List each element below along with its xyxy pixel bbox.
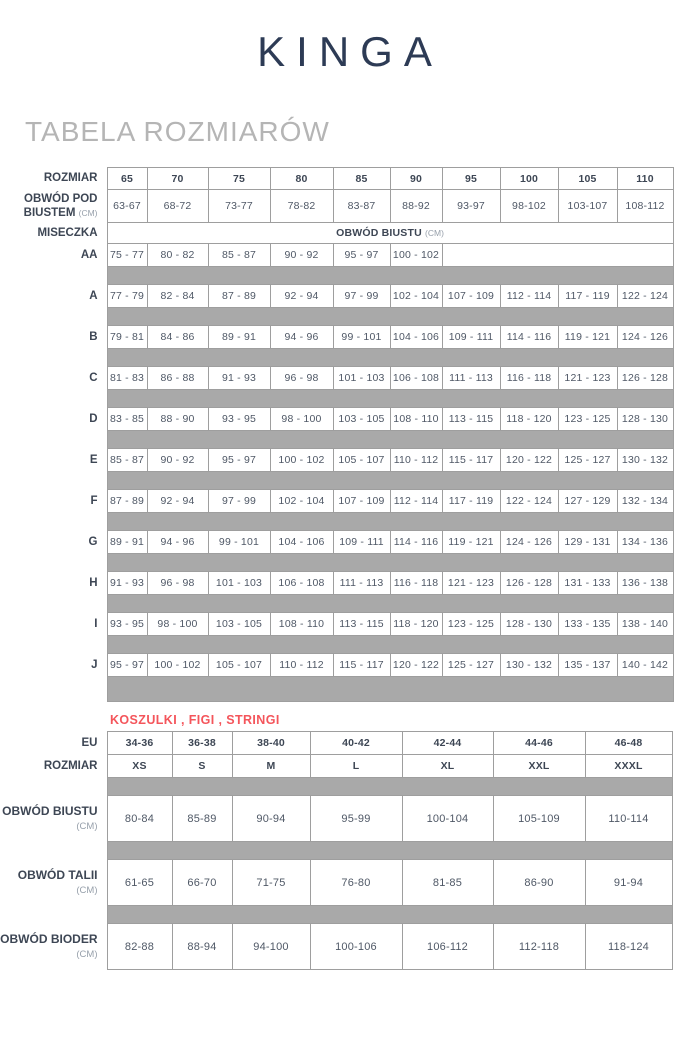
bust-range-cell: 108 - 110 (270, 613, 333, 636)
waist-range-cell: 61-65 (107, 860, 172, 906)
bust-range-cell: 134 - 136 (617, 531, 673, 554)
cup-row-label: F (0, 490, 107, 513)
bust-range-cell: 90-94 (232, 796, 310, 842)
bust-range-cell: 122 - 124 (617, 285, 673, 308)
bust-range-cell: 130 - 132 (500, 654, 558, 677)
garments-heading: KOSZULKI , FIGI , STRINGI (110, 713, 280, 727)
underbust-range-cell: 98-102 (500, 190, 558, 223)
separator-spacer (0, 906, 107, 924)
intl-size-cell: XS (107, 755, 172, 778)
bust-range-cell: 77 - 79 (107, 285, 147, 308)
bust-range-cell: 114 - 116 (390, 531, 442, 554)
bust-range-cell: 136 - 138 (617, 572, 673, 595)
underbust-range-cell: 93-97 (442, 190, 500, 223)
bust-range-cell: 119 - 121 (442, 531, 500, 554)
separator-band (107, 677, 673, 702)
eu-size-cell: 42-44 (402, 732, 493, 755)
bust-range-cell: 97 - 99 (333, 285, 390, 308)
size-header-cell: 100 (500, 168, 558, 190)
bust-range-cell: 90 - 92 (270, 244, 333, 267)
bust-range-cell: 105 - 107 (208, 654, 270, 677)
underbust-range-cell: 68-72 (147, 190, 208, 223)
size-header-cell: 85 (333, 168, 390, 190)
bust-range-cell: 108 - 110 (390, 408, 442, 431)
separator-band (107, 349, 673, 367)
waist-range-cell: 66-70 (172, 860, 232, 906)
separator-band (107, 513, 673, 531)
row-label-miseczka: MISECZKA (0, 223, 107, 244)
bust-range-cell: 120 - 122 (500, 449, 558, 472)
bust-range-cell: 125 - 127 (442, 654, 500, 677)
bust-range-cell: 126 - 128 (617, 367, 673, 390)
bust-range-cell: 133 - 135 (558, 613, 617, 636)
bust-range-cell: 89 - 91 (208, 326, 270, 349)
size-header-cell: 65 (107, 168, 147, 190)
bust-range-cell: 85 - 87 (208, 244, 270, 267)
bust-range-cell: 114 - 116 (500, 326, 558, 349)
cup-row-label: B (0, 326, 107, 349)
bust-circumference-header-text: OBWÓD BIUSTU (336, 227, 422, 239)
bust-range-cell: 113 - 115 (333, 613, 390, 636)
bust-range-cell: 112 - 114 (500, 285, 558, 308)
bust-range-cell: 88 - 90 (147, 408, 208, 431)
row-label-rozmiar: ROZMIAR (0, 168, 107, 190)
row-label-underbust-unit: (CM) (78, 208, 98, 218)
intl-size-cell: M (232, 755, 310, 778)
row-label-bust (0, 796, 107, 842)
row-label-underbust-line2: BIUSTEM (23, 207, 76, 219)
size-header-cell: 105 (558, 168, 617, 190)
bust-range-cell: 111 - 113 (333, 572, 390, 595)
hips-range-cell: 112-118 (493, 924, 585, 970)
bust-range-cell: 103 - 105 (333, 408, 390, 431)
cup-row-label: H (0, 572, 107, 595)
bust-range-cell: 117 - 119 (442, 490, 500, 513)
row-label-waist-unit: (CM) (76, 885, 98, 897)
size-header-cell: 90 (390, 168, 442, 190)
separator-spacer (0, 349, 107, 367)
bust-range-cell: 124 - 126 (500, 531, 558, 554)
row-label-hips-text: OBWÓD BIODER (0, 932, 98, 947)
bust-range-cell: 89 - 91 (107, 531, 147, 554)
underbust-range-cell: 103-107 (558, 190, 617, 223)
hips-range-cell: 82-88 (107, 924, 172, 970)
separator-spacer (0, 513, 107, 531)
eu-size-cell: 46-48 (585, 732, 672, 755)
waist-range-cell: 71-75 (232, 860, 310, 906)
bust-range-cell: 94 - 96 (147, 531, 208, 554)
hips-range-cell: 118-124 (585, 924, 672, 970)
bust-range-cell: 79 - 81 (107, 326, 147, 349)
bust-range-cell: 80-84 (107, 796, 172, 842)
bust-range-cell: 140 - 142 (617, 654, 673, 677)
bust-range-cell: 86 - 88 (147, 367, 208, 390)
cup-row-label: I (0, 613, 107, 636)
bust-range-cell: 115 - 117 (442, 449, 500, 472)
intl-size-cell: XXXL (585, 755, 672, 778)
separator-band (107, 431, 673, 449)
hips-range-cell: 100-106 (310, 924, 402, 970)
bust-range-cell: 100 - 102 (147, 654, 208, 677)
bust-range-cell: 93 - 95 (107, 613, 147, 636)
bust-range-cell: 107 - 109 (442, 285, 500, 308)
bust-range-cell: 95-99 (310, 796, 402, 842)
bust-range-cell: 106 - 108 (390, 367, 442, 390)
separator-spacer (0, 636, 107, 654)
bust-range-cell: 123 - 125 (442, 613, 500, 636)
separator-spacer (0, 595, 107, 613)
eu-size-cell: 40-42 (310, 732, 402, 755)
waist-range-cell: 81-85 (402, 860, 493, 906)
bust-range-cell: 120 - 122 (390, 654, 442, 677)
bust-range-cell: 96 - 98 (147, 572, 208, 595)
bust-range-cell: 118 - 120 (390, 613, 442, 636)
bust-range-cell: 75 - 77 (107, 244, 147, 267)
bust-range-cell: 99 - 101 (333, 326, 390, 349)
cup-row-label: D (0, 408, 107, 431)
separator-band (107, 842, 672, 860)
cup-row-label: E (0, 449, 107, 472)
bust-range-cell: 98 - 100 (270, 408, 333, 431)
bust-range-cell: 110 - 112 (390, 449, 442, 472)
garment-size-table-body (0, 732, 672, 970)
bust-range-cell: 116 - 118 (500, 367, 558, 390)
separator-band (107, 636, 673, 654)
bust-range-cell: 138 - 140 (617, 613, 673, 636)
separator-band (107, 267, 673, 285)
separator-spacer (0, 778, 107, 796)
bust-range-cell: 110-114 (585, 796, 672, 842)
bust-range-cell: 84 - 86 (147, 326, 208, 349)
bust-range-cell: 97 - 99 (208, 490, 270, 513)
bust-range-cell: 85 - 87 (107, 449, 147, 472)
bust-range-cell: 101 - 103 (333, 367, 390, 390)
bust-range-cell: 95 - 97 (107, 654, 147, 677)
row-label-underbust-line1: OBWÓD POD (24, 192, 98, 205)
separator-band (107, 906, 672, 924)
underbust-range-cell: 63-67 (107, 190, 147, 223)
bust-range-cell: 87 - 89 (107, 490, 147, 513)
bust-range-cell: 129 - 131 (558, 531, 617, 554)
size-header-cell: 75 (208, 168, 270, 190)
bust-range-cell: 125 - 127 (558, 449, 617, 472)
separator-band (107, 778, 672, 796)
bust-range-cell: 131 - 133 (558, 572, 617, 595)
row-label-bust-text: OBWÓD BIUSTU (2, 804, 98, 819)
cup-row-label: C (0, 367, 107, 390)
separator-spacer (0, 390, 107, 408)
row-label-eu: EU (0, 732, 107, 755)
row-label-underbust (0, 190, 107, 223)
bust-range-cell: 109 - 111 (442, 326, 500, 349)
bust-range-cell: 119 - 121 (558, 326, 617, 349)
bust-range-cell: 122 - 124 (500, 490, 558, 513)
bust-range-cell: 117 - 119 (558, 285, 617, 308)
row-label-waist (0, 860, 107, 906)
separator-band (107, 472, 673, 490)
bust-range-cell: 130 - 132 (617, 449, 673, 472)
bust-range-cell: 121 - 123 (442, 572, 500, 595)
eu-size-cell: 38-40 (232, 732, 310, 755)
bust-range-cell: 128 - 130 (617, 408, 673, 431)
bust-range-cell: 121 - 123 (558, 367, 617, 390)
brand-logo: KINGA (257, 28, 443, 75)
bust-range-cell: 132 - 134 (617, 490, 673, 513)
bust-range-cell: 118 - 120 (500, 408, 558, 431)
bust-range-cell: 104 - 106 (270, 531, 333, 554)
waist-range-cell: 91-94 (585, 860, 672, 906)
cup-row-label: G (0, 531, 107, 554)
bust-range-cell: 98 - 100 (147, 613, 208, 636)
bust-range-cell: 91 - 93 (107, 572, 147, 595)
bust-range-cell: 109 - 111 (333, 531, 390, 554)
bust-range-cell: 105-109 (493, 796, 585, 842)
bust-range-cell: 123 - 125 (558, 408, 617, 431)
bust-range-cell: 107 - 109 (333, 490, 390, 513)
hips-range-cell: 88-94 (172, 924, 232, 970)
garment-size-table (0, 731, 673, 970)
separator-spacer (0, 842, 107, 860)
eu-size-cell: 34-36 (107, 732, 172, 755)
separator-band (107, 390, 673, 408)
bust-range-cell: 95 - 97 (333, 244, 390, 267)
bust-range-cell: 126 - 128 (500, 572, 558, 595)
underbust-range-cell: 78-82 (270, 190, 333, 223)
bust-range-cell: 94 - 96 (270, 326, 333, 349)
row-label-hips (0, 924, 107, 970)
cup-row-label: J (0, 654, 107, 677)
bust-range-cell: 100-104 (402, 796, 493, 842)
eu-size-cell: 36-38 (172, 732, 232, 755)
bust-range-cell: 90 - 92 (147, 449, 208, 472)
separator-spacer (0, 472, 107, 490)
underbust-range-cell: 83-87 (333, 190, 390, 223)
bust-range-cell: 91 - 93 (208, 367, 270, 390)
bust-range-cell: 96 - 98 (270, 367, 333, 390)
intl-size-cell: XL (402, 755, 493, 778)
bust-circumference-header (107, 223, 673, 244)
waist-range-cell: 86-90 (493, 860, 585, 906)
row-label-hips-unit: (CM) (76, 949, 98, 961)
bust-range-cell: 95 - 97 (208, 449, 270, 472)
bust-range-cell: 102 - 104 (390, 285, 442, 308)
separator-band (107, 595, 673, 613)
intl-size-cell: L (310, 755, 402, 778)
row-label-size: ROZMIAR (0, 755, 107, 778)
separator-spacer (0, 267, 107, 285)
bust-range-cell: 92 - 94 (147, 490, 208, 513)
separator-spacer (0, 554, 107, 572)
bust-range-cell: 81 - 83 (107, 367, 147, 390)
bust-range-cell: 93 - 95 (208, 408, 270, 431)
bust-range-cell: 85-89 (172, 796, 232, 842)
bust-range-cell: 100 - 102 (270, 449, 333, 472)
bust-range-cell: 124 - 126 (617, 326, 673, 349)
bust-range-cell: 87 - 89 (208, 285, 270, 308)
size-header-cell: 70 (147, 168, 208, 190)
bust-range-cell: 92 - 94 (270, 285, 333, 308)
bust-range-cell: 104 - 106 (390, 326, 442, 349)
bust-range-cell: 115 - 117 (333, 654, 390, 677)
bust-range-cell: 127 - 129 (558, 490, 617, 513)
size-header-cell: 110 (617, 168, 673, 190)
hips-range-cell: 94-100 (232, 924, 310, 970)
underbust-range-cell: 73-77 (208, 190, 270, 223)
waist-range-cell: 76-80 (310, 860, 402, 906)
bust-circumference-header-unit: (CM) (425, 228, 444, 238)
bust-range-cell: 82 - 84 (147, 285, 208, 308)
separator-spacer (0, 308, 107, 326)
intl-size-cell: XXL (493, 755, 585, 778)
bust-range-cell: 116 - 118 (390, 572, 442, 595)
separator-band (107, 308, 673, 326)
bust-range-cell: 135 - 137 (558, 654, 617, 677)
eu-size-cell: 44-46 (493, 732, 585, 755)
bust-range-cell: 112 - 114 (390, 490, 442, 513)
bust-range-cell: 101 - 103 (208, 572, 270, 595)
bust-range-cell: 103 - 105 (208, 613, 270, 636)
separator-spacer (0, 431, 107, 449)
size-header-cell: 80 (270, 168, 333, 190)
bust-range-cell: 99 - 101 (208, 531, 270, 554)
row-label-bust-unit: (CM) (76, 821, 98, 833)
row-label-waist-text: OBWÓD TALII (17, 868, 98, 883)
page-title: TABELA ROZMIARÓW (25, 116, 330, 147)
bust-range-cell: 83 - 85 (107, 408, 147, 431)
underbust-range-cell: 108-112 (617, 190, 673, 223)
underbust-range-cell: 88-92 (390, 190, 442, 223)
cup-row-label: A (0, 285, 107, 308)
bust-range-cell: 105 - 107 (333, 449, 390, 472)
bust-range-cell: 110 - 112 (270, 654, 333, 677)
separator-band (107, 554, 673, 572)
bust-range-cell: 106 - 108 (270, 572, 333, 595)
bra-size-table-body (0, 168, 673, 702)
bust-range-cell: 80 - 82 (147, 244, 208, 267)
bra-size-table (0, 167, 674, 702)
intl-size-cell: S (172, 755, 232, 778)
bust-range-cell: 113 - 115 (442, 408, 500, 431)
cup-row-label: AA (0, 244, 107, 267)
bust-range-cell: 111 - 113 (442, 367, 500, 390)
bust-range-cell: 102 - 104 (270, 490, 333, 513)
size-header-cell: 95 (442, 168, 500, 190)
separator-spacer (0, 677, 107, 702)
hips-range-cell: 106-112 (402, 924, 493, 970)
bust-range-cell: 128 - 130 (500, 613, 558, 636)
empty-cell (442, 244, 673, 267)
bust-range-cell: 100 - 102 (390, 244, 442, 267)
